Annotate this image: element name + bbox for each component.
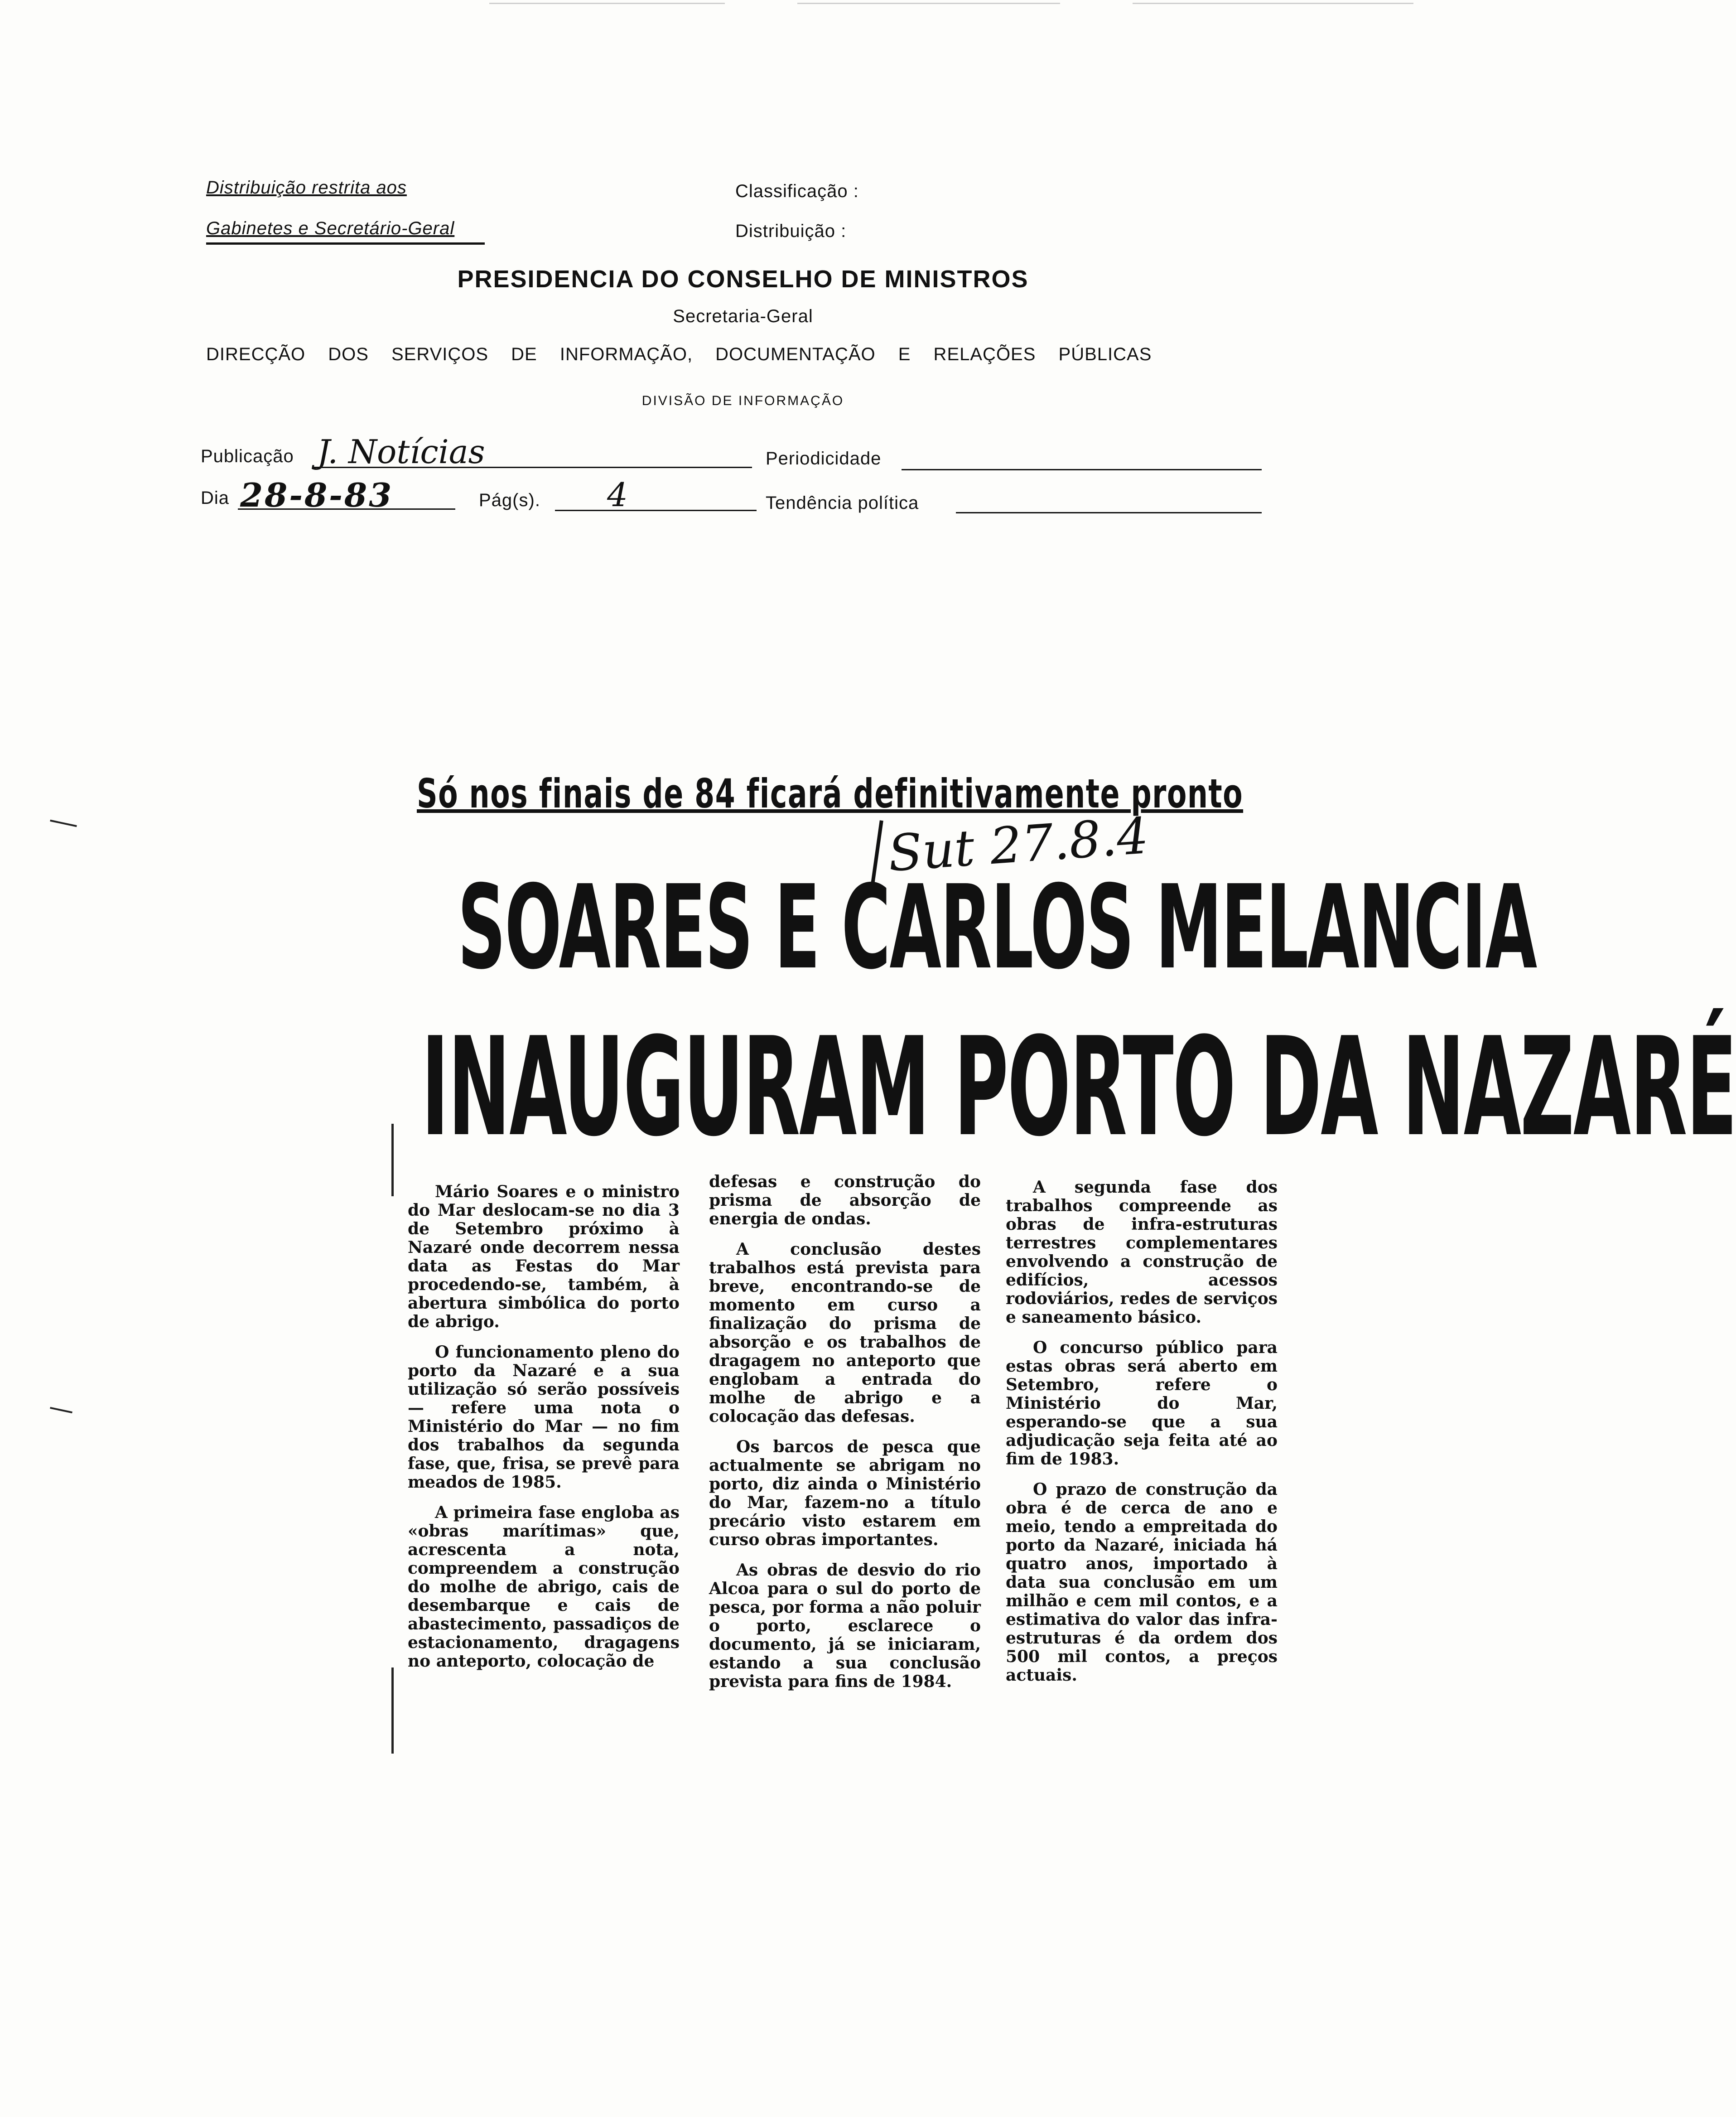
scan-artifact-line bbox=[797, 3, 1060, 4]
scan-tick-mark bbox=[50, 1407, 72, 1413]
handwritten-date-note: Sut 27.8.4 bbox=[886, 807, 1151, 883]
col3-paragraph: A segunda fase dos trabalhos compreende as obras de infra-estruturas terrestres complementares envolvendo a construção de edifícios, acessos rodoviários, redes de serviços e saneamento básico. bbox=[1006, 1178, 1278, 1327]
scan-artifact-line bbox=[489, 3, 725, 4]
article-kicker: Só nos finais de 84 ficará definitivamente pronto bbox=[417, 770, 1244, 817]
col2-paragraph: A conclusão destes trabalhos está prevista para breve, encontrando-se de momento em curso a finalização do prisma de absorção e os trabalhos de dragagem no anteporto que englobam a entrada do molhe de abrigo e a colocação das defesas. bbox=[709, 1240, 981, 1426]
margin-rule bbox=[391, 1668, 394, 1754]
article-column-2 bbox=[709, 1173, 981, 1703]
col1-paragraph: A primeira fase engloba as «obras marítimas» que, acrescenta a nota, compreendem a construção do molhe de abrigo, cais de desembarque e cais de abastecimento, passadiços de estacionamento, dragagens no anteporto, colocação de bbox=[408, 1503, 680, 1671]
secretariat-title: Secretaria-Geral bbox=[673, 306, 813, 326]
day-label: Dia bbox=[201, 488, 230, 508]
col3-paragraph: O prazo de construção da obra é de cerca de ano e meio, tendo a empreitada do porto da Nazaré, iniciada há quatro anos, importado à data sua conclusão em um milhão e cem mil contos, e a estimativa do valor das infra-estruturas é da ordem dos 500 mil contos, a preços actuais. bbox=[1006, 1480, 1278, 1685]
col2-paragraph: defesas e construção do prisma de absorção de energia de ondas. bbox=[709, 1172, 981, 1228]
periodicity-label: Periodicidade bbox=[766, 449, 882, 469]
scan-tick-mark bbox=[50, 820, 77, 827]
publication-value: J. Notícias bbox=[317, 433, 485, 471]
classification-label: Classificação : bbox=[735, 181, 859, 201]
publication-fill-line bbox=[313, 467, 752, 468]
restricted-distribution-line1: Distribuição restrita aos bbox=[206, 178, 407, 198]
periodicity-fill-line bbox=[902, 469, 1262, 470]
political-tendency-fill-line bbox=[956, 512, 1262, 513]
col2-paragraph: As obras de desvio do rio Alcoa para o sul do porto de pesca, por forma a não poluir o porto, esclarece o documento, já se iniciaram, estando a sua conclusão prevista para fins de 1984. bbox=[709, 1561, 981, 1691]
col1-paragraph: Mário Soares e o ministro do Mar deslocam-se no dia 3 de Setembro próximo à Nazaré onde decorrem nessa data as Festas do Mar procedendo-se, também, à abertura simbólica do porto de abrigo. bbox=[408, 1182, 680, 1331]
margin-rule bbox=[391, 1124, 394, 1196]
article-column-1 bbox=[408, 1183, 680, 1682]
col3-paragraph: O concurso público para estas obras será aberto em Setembro, refere o Ministério do Mar, esperando-se que a sua adjudicação seja feita até ao fim de 1983. bbox=[1006, 1338, 1278, 1469]
col2-paragraph: Os barcos de pesca que actualmente se abrigam no porto, diz ainda o Ministério do Mar, fazem-no a título precário visto estarem em curso obras importantes. bbox=[709, 1437, 981, 1549]
distribution-label: Distribuição : bbox=[735, 221, 847, 241]
pages-fill-line bbox=[555, 510, 757, 511]
publication-label: Publicação bbox=[201, 446, 294, 466]
division-title: DIVISÃO DE INFORMAÇÃO bbox=[641, 393, 844, 408]
pages-label: Pág(s). bbox=[479, 490, 540, 510]
institution-title: PRESIDENCIA DO CONSELHO DE MINISTROS bbox=[457, 266, 1029, 293]
scan-artifact-line bbox=[1133, 3, 1413, 4]
day-fill-line bbox=[238, 508, 455, 510]
restricted-distribution-line2: Gabinetes e Secretário-Geral bbox=[206, 218, 455, 238]
day-value: 28-8-83 bbox=[240, 476, 394, 514]
article-column-3 bbox=[1006, 1178, 1278, 1696]
headline-line2: INAUGURAM PORTO DA NAZARÉ bbox=[421, 1008, 1736, 1166]
political-tendency-label: Tendência política bbox=[766, 493, 919, 513]
col1-paragraph: O funcionamento pleno do porto da Nazaré e a sua utilização só serão possíveis — refere uma nota o Ministério do Mar — no fim dos trabalhos da segunda fase, que, frisa, se prevê para meados de 1985. bbox=[408, 1343, 680, 1492]
pages-value: 4 bbox=[607, 476, 628, 514]
headline-line1: SOARES E CARLOS MELANCIA bbox=[458, 860, 1536, 995]
directorate-title: DIRECÇÃO DOS SERVIÇOS DE INFORMAÇÃO, DOCUMENTAÇÃO E RELAÇÕES PÚBLICAS bbox=[206, 344, 1152, 364]
header-underline bbox=[206, 242, 485, 245]
